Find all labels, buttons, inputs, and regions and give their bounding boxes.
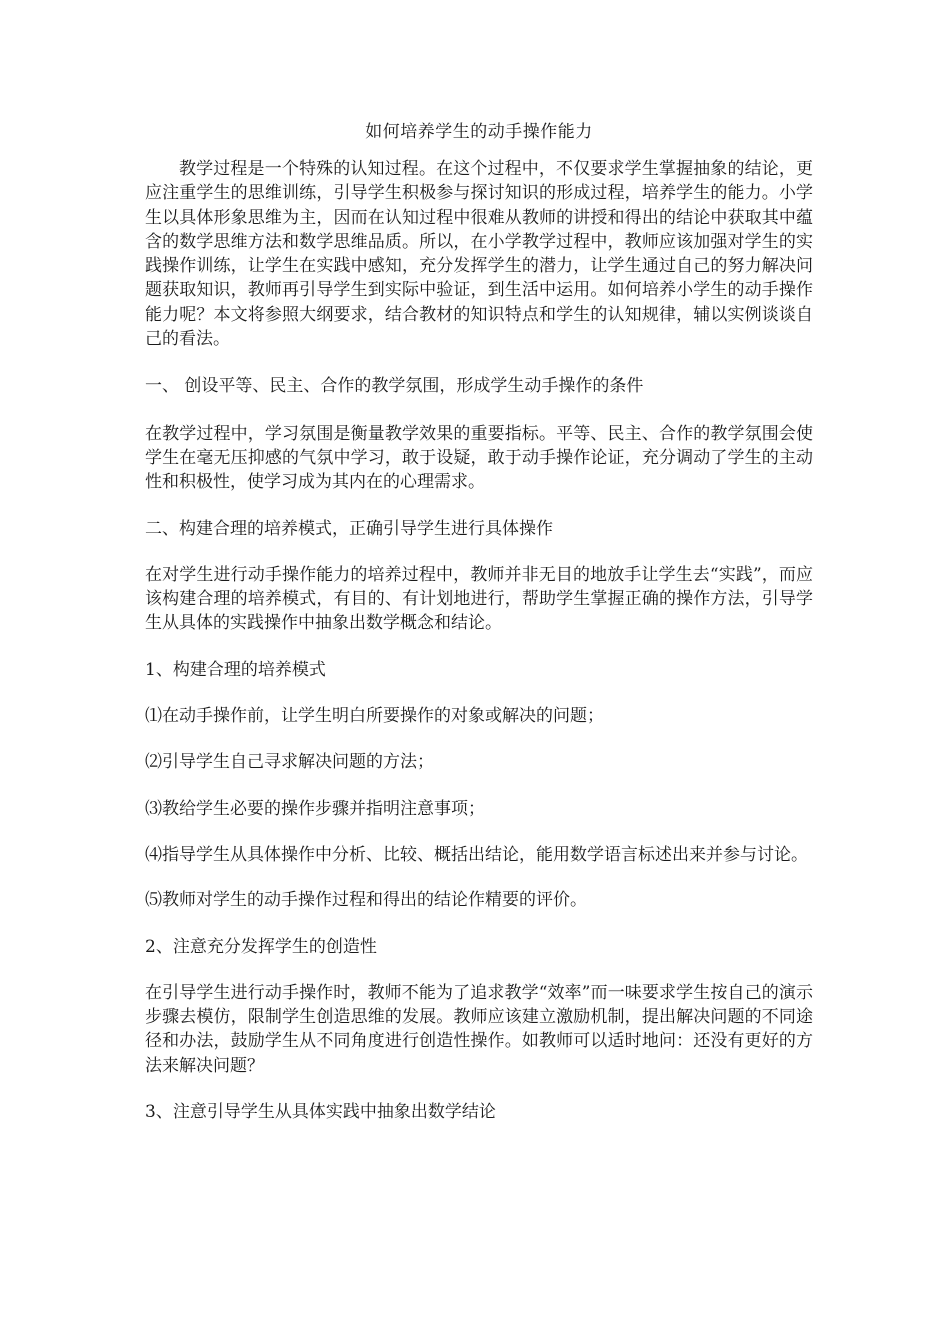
section-heading-2: 二、构建合理的培养模式，正确引导学生进行具体操作 [145,518,553,539]
section-2-paragraph: 在对学生进行动手操作能力的培养过程中，教师并非无目的地放手让学生去“实践”，而应该构建合理的培养模式，有目的、有计划地进行，帮助学生掌握正确的操作方法，引导学生从具体的实践操作中抽象出数学概念和结论。 [145,564,813,634]
list-item-4: ⑷指导学生从具体操作中分析、比较、概括出结论，能用数学语言标述出来并参与讨论。 [145,844,808,865]
subsection-heading-1: 1、构建合理的培养模式 [145,659,326,680]
subsection-2-paragraph: 在引导学生进行动手操作时，教师不能为了追求教学“效率”而一味要求学生按自己的演示步骤去模仿，限制学生创造思维的发展。教师应该建立激励机制，提出解决问题的不同途径和办法，鼓励学生从不同角度进行创造性操作。如教师可以适时地问：还没有更好的方法来解决问题？ [145,982,813,1076]
section-heading-1: 一、 创设平等、民主、合作的教学氛围，形成学生动手操作的条件 [145,376,644,397]
subsection-heading-2: 2、注意充分发挥学生的创造性 [145,936,377,957]
list-item-2: ⑵引导学生自己寻求解决问题的方法； [145,752,434,773]
document-page [145,120,813,1124]
section-1-paragraph: 在教学过程中，学习氛围是衡量教学效果的重要指标。平等、民主、合作的教学氛围会使学生在毫无压抑感的气氛中学习，敢于设疑，敢于动手操作论证，充分调动了学生的主动性和积极性，使学习成为其内在的心理需求。 [145,423,813,493]
subsection-heading-3: 3、注意引导学生从具体实践中抽象出数学结论 [145,1102,496,1123]
document-title: 如何培养学生的动手操作能力 [365,122,593,142]
list-item-1: ⑴在动手操作前，让学生明白所要操作的对象或解决的问题； [145,706,604,727]
list-item-5: ⑸教师对学生的动手操作过程和得出的结论作精要的评价。 [145,890,587,911]
list-item-3: ⑶教给学生必要的操作步骤并指明注意事项； [145,798,485,819]
intro-paragraph: 教学过程是一个特殊的认知过程。在这个过程中，不仅要求学生掌握抽象的结论，更应注重学生的思维训练，引导学生积极参与探讨知识的形成过程，培养学生的能力。小学生以具体形象思维为主，因而在认知过程中很难从教师的讲授和得出的结论中获取其中蕴含的数学思维方法和数学思维品质。所以，在小学教学过程中，教师应该加强对学生的实践操作训练，让学生在实践中感知，充分发挥学生的潜力，让学生通过自己的努力解决问题获取知识，教师再引导学生到实际中验证，到生活中运用。如何培养小学生的动手操作能力呢？本文将参照大纲要求，结合教材的知识特点和学生的认知规律，辅以实例谈谈自己的看法。 [145,159,813,350]
